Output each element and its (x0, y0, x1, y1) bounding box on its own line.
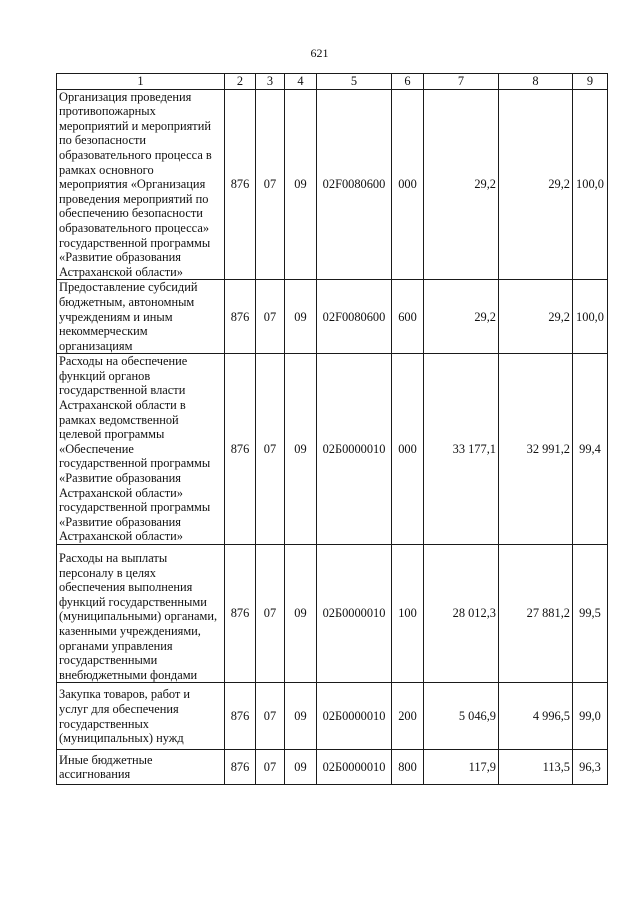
subsection-code: 09 (285, 545, 317, 683)
col-header-1: 1 (57, 74, 225, 90)
table-row (57, 280, 608, 354)
expense-type: 000 (392, 89, 424, 280)
admin-code: 876 (225, 683, 256, 749)
actual-amount: 113,5 (499, 749, 573, 784)
actual-amount: 4 996,5 (499, 683, 573, 749)
execution-percent: 96,3 (573, 749, 608, 784)
planned-amount: 29,2 (424, 89, 499, 280)
table-row (57, 683, 608, 749)
section-code: 07 (256, 280, 285, 354)
row-name: Расходы на выплаты персоналу в целях обеспечения выполнения функций государственными (муниципальными) органами, казенными учреждениями, органами управления государственными внебюджетными фондами (57, 545, 225, 683)
subsection-code: 09 (285, 89, 317, 280)
row-name: Расходы на обеспечение функций органов государственной власти Астраханской области в рамках ведомственной целевой программы «Обеспечение государственной программы «Развитие образования Астраханской области» государственной программы «Развитие образования Астраханской области» (57, 354, 225, 545)
col-header-6: 6 (392, 74, 424, 90)
admin-code: 876 (225, 749, 256, 784)
execution-percent: 99,4 (573, 354, 608, 545)
execution-percent: 99,5 (573, 545, 608, 683)
subsection-code: 09 (285, 354, 317, 545)
row-name: Закупка товаров, работ и услуг для обеспечения государственных (муниципальных) нужд (57, 683, 225, 749)
target-article: 02F0080600 (317, 280, 392, 354)
col-header-7: 7 (424, 74, 499, 90)
section-code: 07 (256, 545, 285, 683)
table-row (57, 749, 608, 784)
execution-percent: 100,0 (573, 280, 608, 354)
header-row (57, 74, 608, 90)
target-article: 02Б0000010 (317, 545, 392, 683)
col-header-4: 4 (285, 74, 317, 90)
section-code: 07 (256, 89, 285, 280)
col-header-9: 9 (573, 74, 608, 90)
row-name: Иные бюджетные ассигнования (57, 749, 225, 784)
col-header-5: 5 (317, 74, 392, 90)
section-code: 07 (256, 354, 285, 545)
subsection-code: 09 (285, 749, 317, 784)
expense-type: 800 (392, 749, 424, 784)
page-number: 621 (310, 46, 329, 60)
actual-amount: 27 881,2 (499, 545, 573, 683)
section-code: 07 (256, 683, 285, 749)
actual-amount: 29,2 (499, 89, 573, 280)
planned-amount: 5 046,9 (424, 683, 499, 749)
actual-amount: 29,2 (499, 280, 573, 354)
admin-code: 876 (225, 545, 256, 683)
expense-type: 000 (392, 354, 424, 545)
actual-amount: 32 991,2 (499, 354, 573, 545)
execution-percent: 100,0 (573, 89, 608, 280)
expense-type: 200 (392, 683, 424, 749)
planned-amount: 117,9 (424, 749, 499, 784)
target-article: 02Б0000010 (317, 749, 392, 784)
table-row (57, 89, 608, 280)
execution-percent: 99,0 (573, 683, 608, 749)
col-header-8: 8 (499, 74, 573, 90)
planned-amount: 29,2 (424, 280, 499, 354)
row-name: Предоставление субсидий бюджетным, автономным учреждениям и иным некоммерческим организациям (57, 280, 225, 354)
expense-type: 100 (392, 545, 424, 683)
planned-amount: 33 177,1 (424, 354, 499, 545)
admin-code: 876 (225, 89, 256, 280)
expense-type: 600 (392, 280, 424, 354)
planned-amount: 28 012,3 (424, 545, 499, 683)
target-article: 02F0080600 (317, 89, 392, 280)
col-header-2: 2 (225, 74, 256, 90)
section-code: 07 (256, 749, 285, 784)
subsection-code: 09 (285, 280, 317, 354)
target-article: 02Б0000010 (317, 683, 392, 749)
budget-table (56, 73, 608, 785)
subsection-code: 09 (285, 683, 317, 749)
col-header-3: 3 (256, 74, 285, 90)
admin-code: 876 (225, 354, 256, 545)
admin-code: 876 (225, 280, 256, 354)
table-row (57, 545, 608, 683)
table-row (57, 354, 608, 545)
target-article: 02Б0000010 (317, 354, 392, 545)
row-name: Организация проведения противопожарных мероприятий и мероприятий по безопасности образовательного процесса в рамках основного мероприятия «Организация проведения мероприятий по обеспечению безопасности образовательного процесса» государственной программы «Развитие образования Астраханской области» (57, 89, 225, 280)
